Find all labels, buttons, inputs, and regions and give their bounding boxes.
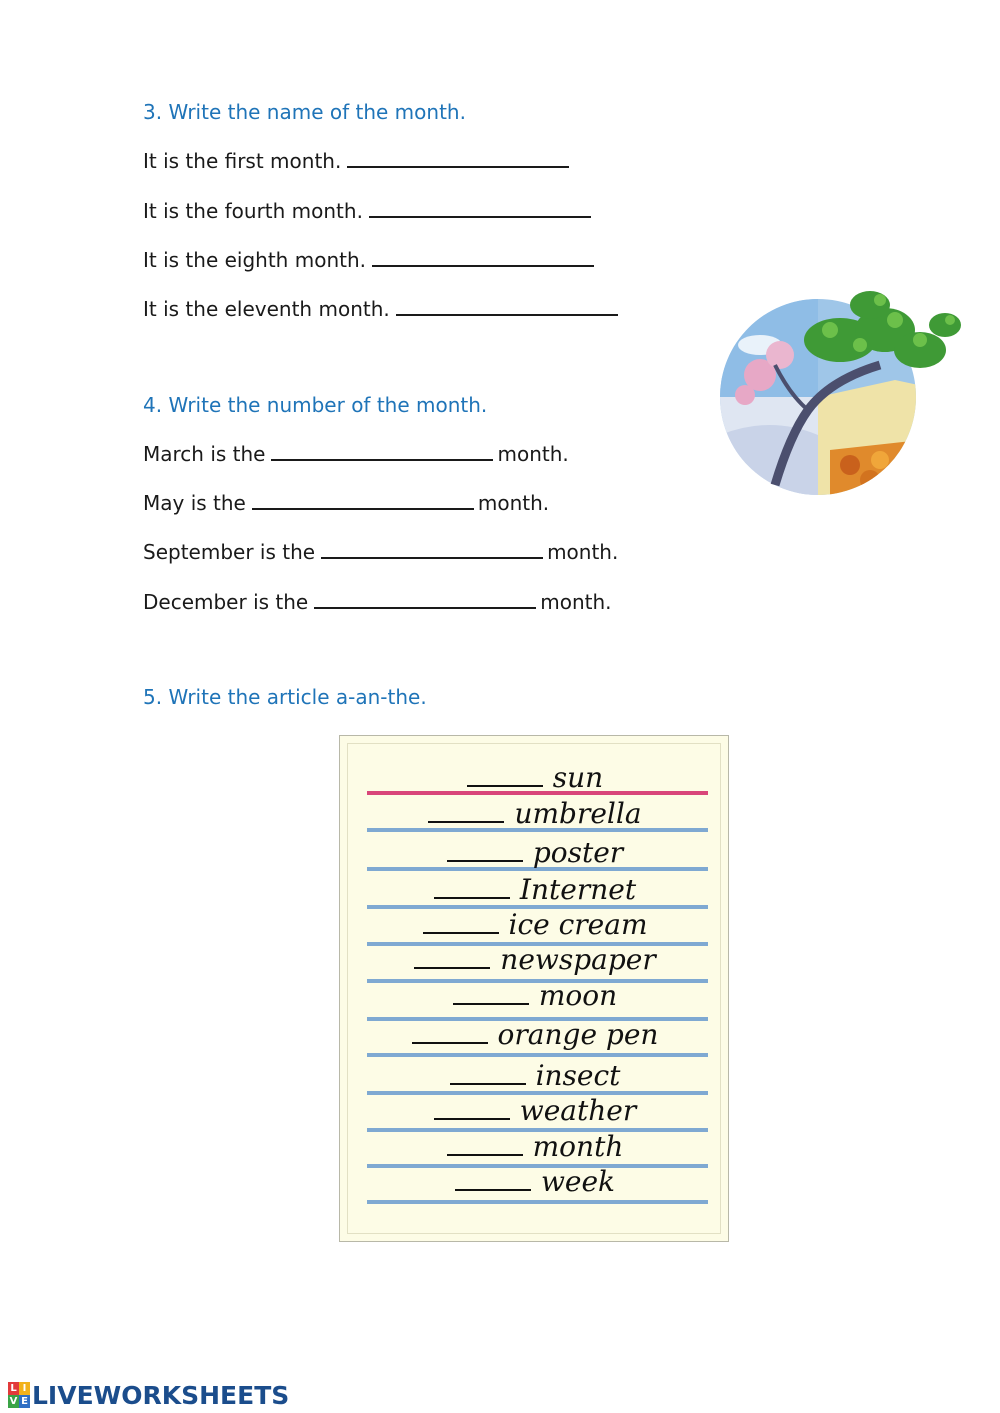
logo-letter: V [9, 1396, 18, 1407]
section-3-heading: 3. Write the name of the month. [143, 100, 466, 124]
article-blank[interactable] [434, 1098, 510, 1120]
section-4-heading: 4. Write the number of the month. [143, 393, 488, 417]
answer-blank[interactable] [321, 539, 543, 559]
article-word: month [532, 1130, 624, 1163]
answer-blank[interactable] [271, 441, 493, 461]
question-text: September is the [143, 540, 316, 564]
article-word: newspaper [500, 943, 656, 976]
month-name-question [143, 198, 595, 223]
logo-mark-icon [8, 1382, 30, 1408]
answer-blank[interactable] [314, 589, 536, 609]
article-item [340, 874, 730, 906]
article-word: sun [552, 761, 604, 794]
article-blank[interactable] [467, 765, 543, 787]
article-item [340, 909, 730, 941]
article-word: poster [532, 836, 624, 869]
answer-blank[interactable] [369, 198, 591, 218]
article-word: ice cream [508, 908, 648, 941]
article-item [340, 1019, 730, 1051]
section-5-heading: 5. Write the article a-an-the. [143, 685, 427, 709]
question-suffix: month. [477, 491, 550, 515]
article-word: umbrella [514, 797, 642, 830]
question-text: May is the [143, 491, 246, 515]
article-blank[interactable] [428, 801, 504, 823]
answer-blank[interactable] [347, 148, 569, 168]
question-text: It is the eighth month. [143, 248, 366, 272]
article-blank[interactable] [423, 912, 499, 934]
month-name-question [143, 296, 622, 321]
logo-letter: L [8, 1382, 19, 1395]
article-item [340, 1095, 730, 1127]
article-blank[interactable] [455, 1169, 531, 1191]
month-name-question [143, 247, 598, 272]
question-suffix: month. [540, 590, 612, 614]
logo-letter: E [19, 1395, 30, 1408]
logo-letter: I [19, 1382, 30, 1395]
article-item [340, 762, 730, 794]
answer-blank[interactable] [396, 296, 618, 316]
ruled-paper-card [339, 735, 729, 1242]
question-text: It is the first month. [143, 149, 342, 173]
article-word: weather [519, 1094, 637, 1127]
article-blank[interactable] [434, 877, 510, 899]
article-word: moon [538, 979, 618, 1012]
question-suffix: month. [547, 540, 619, 564]
article-word: Internet [519, 873, 637, 906]
question-suffix: month. [497, 442, 569, 466]
article-blank[interactable] [453, 983, 529, 1005]
question-text: It is the eleventh month. [143, 297, 390, 321]
four-seasons-tree-illustration [720, 285, 965, 500]
question-text: It is the fourth month. [143, 199, 363, 223]
answer-blank[interactable] [252, 490, 474, 510]
liveworksheets-logo[interactable] [8, 1381, 289, 1409]
month-number-question [143, 490, 549, 515]
article-word: week [540, 1165, 616, 1198]
article-item [340, 1166, 730, 1198]
article-item [340, 1131, 730, 1163]
article-item [340, 944, 730, 976]
brand-name: LIVEWORKSHEETS [32, 1380, 290, 1410]
month-number-question [143, 539, 618, 564]
article-item [340, 798, 730, 830]
article-item [340, 1060, 730, 1092]
paper-rule-line [367, 1200, 708, 1204]
month-name-question [143, 148, 573, 173]
article-blank[interactable] [447, 840, 523, 862]
article-word: orange pen [497, 1018, 659, 1051]
answer-blank[interactable] [372, 247, 594, 267]
paper-rule-line [367, 1053, 708, 1057]
month-number-question [143, 589, 612, 614]
article-item [340, 980, 730, 1012]
article-blank[interactable] [447, 1134, 523, 1156]
article-blank[interactable] [450, 1063, 526, 1085]
article-item [340, 837, 730, 869]
article-word: insect [535, 1059, 621, 1092]
article-blank[interactable] [412, 1022, 488, 1044]
question-text: December is the [143, 590, 309, 614]
month-number-question [143, 441, 569, 466]
article-blank[interactable] [414, 947, 490, 969]
question-text: March is the [143, 442, 266, 466]
